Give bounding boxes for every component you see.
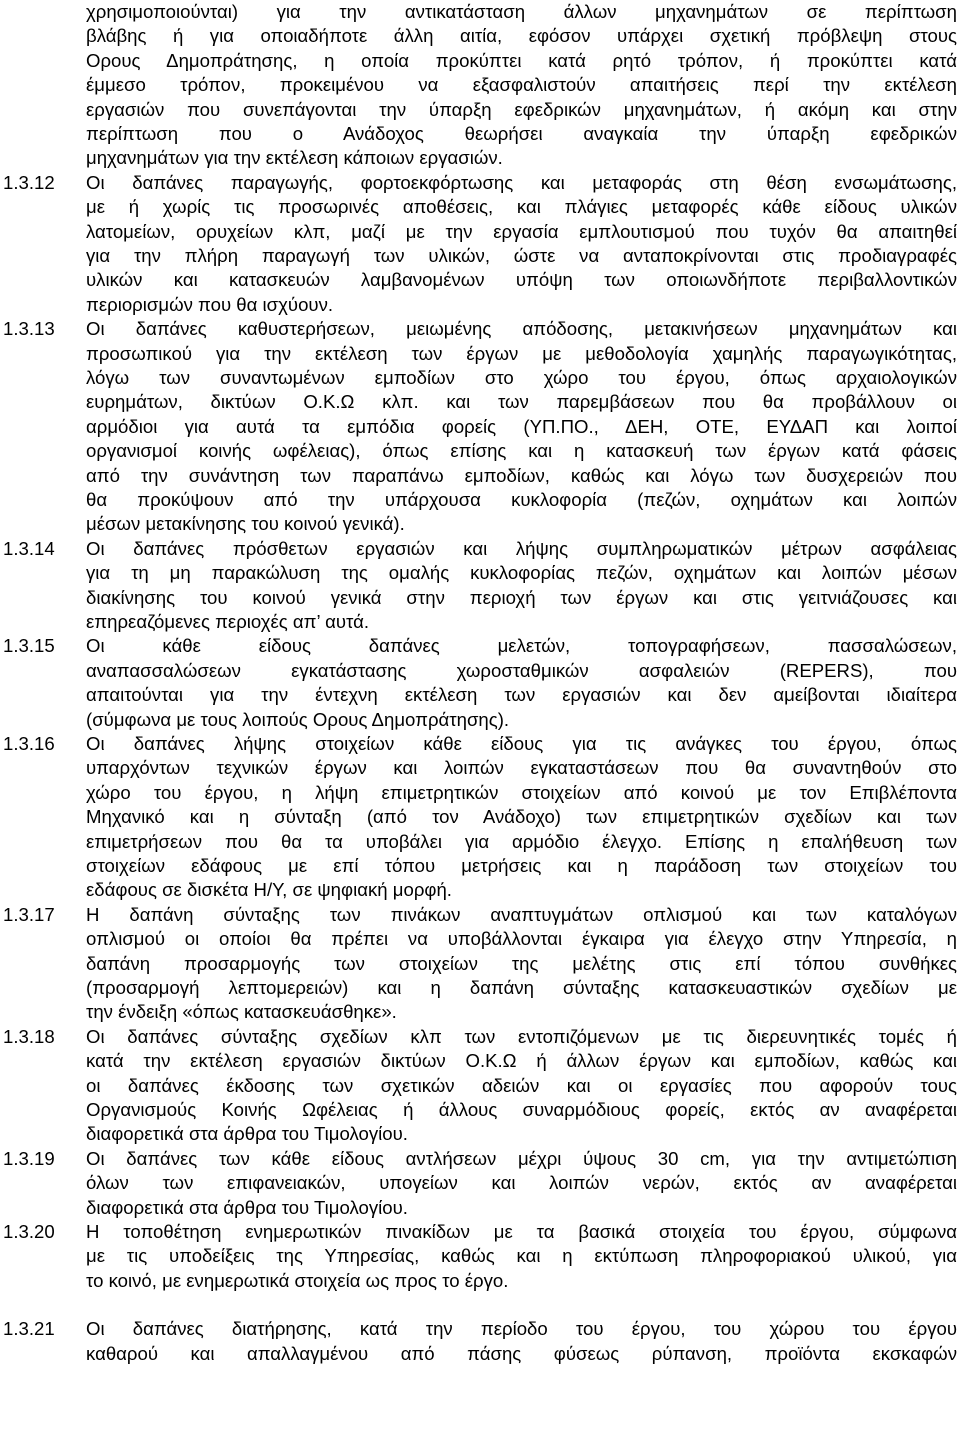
clause-number: 1.3.14 [3, 537, 55, 559]
clause-number: 1.3.16 [3, 733, 55, 754]
text-line: Οι δαπάνες καθυστερήσεων, μειωμένης απόδοσης, μετακινήσεων μηχανημάτων και [86, 318, 957, 340]
clause-1-3-14 [0, 537, 960, 635]
text-line: Οι κάθε είδους δαπάνες μελετών, τοπογραφήσεων, πασσαλώσεων, [86, 635, 957, 657]
text-line: Μηχανικό και η σύνταξη (από τον Ανάδοχο) των επιμετρητικών σχεδίων και των [86, 806, 957, 828]
text-line: Οι δαπάνες των κάθε είδους αντλήσεων μέχρι ύψους 30 cm, για την αντιμετώπιση [86, 1147, 957, 1169]
text-line: Οργανισμούς Κοινής Ωφέλειας ή άλλους συναρμόδιους φορείς, εκτός αν αναφέρεται [86, 1098, 957, 1120]
text-line: Οι δαπάνες διατήρησης, κατά την περίοδο του έργου, του χώρου του έργου [86, 1318, 957, 1340]
text-line: για τη μη παρακώλυση της ομαλής κυκλοφορίας πεζών, οχημάτων και λοιπών μέσων [86, 562, 957, 584]
text-line: ευρημάτων, δικτύων Ο.Κ.Ω κλπ. και των παρεμβάσεων που θα προβάλλουν οι [86, 391, 957, 413]
text-line: το κοινό, με ενημερωτικά στοιχεία ως προς το έργο. [86, 1269, 509, 1291]
text-line: απαιτούνται για την έντεχνη εκτέλεση των εργασιών και δεν αμείβονται ιδιαίτερα [86, 684, 957, 706]
text-line: κατά την εκτέλεση εργασιών δικτύων Ο.Κ.Ω ή άλλων έργων και εμποδίων, καθώς και [86, 1050, 957, 1072]
clause-number: 1.3.18 [3, 1025, 55, 1047]
clause-number: 1.3.17 [3, 903, 55, 925]
text-line: (προσαρμογή λεπτομερειών) και η δαπάνη σύνταξης κατασκευαστικών σχεδίων με [86, 976, 957, 998]
clause-1-3-15 [0, 634, 960, 732]
clause-1-3-13 [0, 317, 960, 537]
clause-1-3-17 [0, 903, 960, 1025]
text-line: έμμεσο τρόπον, προκειμένου να εξασφαλιστούν απαιτήσεις περί την εκτέλεση [86, 74, 957, 96]
text-line: υλικών και κατασκευών λαμβανομένων υπόψη των οποιωνδήποτε περιβαλλοντικών [86, 269, 957, 291]
text-line: περίπτωση που ο Ανάδοχος θεωρήσει αναγκαία την ύπαρξη εφεδρικών [86, 122, 957, 144]
text-line: με τις υποδείξεις της Υπηρεσίας, καθώς και η εκτύπωση πληροφοριακού υλικού, για [86, 1245, 957, 1267]
text-line: στοιχείων εδάφους με επί τόπου μετρήσεις και η παράδοση των στοιχείων του [86, 854, 957, 876]
clause-1-3-19 [0, 1147, 960, 1220]
text-line: δαπάνη προσαρμογής των στοιχείων της μελέτης στις επί τόπου συνθήκες [86, 952, 957, 974]
text-line: Οι δαπάνες σύνταξης σχεδίων κλπ των εντοπιζόμενων με τις διερευνητικές τομές ή [86, 1025, 957, 1047]
text-line: χρησιμοποιούνται) για την αντικατάσταση άλλων μηχανημάτων σε περίπτωση [86, 1, 957, 22]
text-line: περιορισμών που θα ισχύουν. [86, 293, 334, 315]
text-line: εδάφους σε δισκέτα Η/Υ, σε ψηφιακή μορφή. [86, 879, 452, 901]
text-line: λατομείων, ορυχείων κλπ, μαζί με την εργασία εμπλουτισμού που τυχόν θα απαιτηθεί [86, 220, 957, 242]
text-line: διαφορετικά στα άρθρα του Τιμολογίου. [86, 1123, 408, 1145]
text-line: από την συνάντηση των παραπάνω εμποδίων, καθώς και λόγω των δυσχερειών που [86, 464, 957, 486]
text-line: Οι δαπάνες πρόσθετων εργασιών και λήψης συμπληρωματικών μέτρων ασφάλειας [86, 537, 957, 559]
text-line: χώρο του έργου, η λήψη επιμετρητικών στοιχείων από κοινού με τον Επιβλέποντα [86, 781, 957, 803]
text-line: αναπασσαλώσεων εγκατάστασης χωροσταθμικών ασφαλειών (REPERS), που [86, 659, 957, 681]
text-line: μέσων μετακίνησης του κοινού γενικά). [86, 513, 405, 535]
text-line: Ορους Δημοπράτησης, η οποία προκύπτει κατά ρητό τρόπον, ή προκύπτει κατά [86, 49, 957, 71]
text-line: για την πλήρη παραγωγή των υλικών, ώστε να ανταποκρίνονται στις προδιαγραφές [86, 244, 957, 266]
clause-number: 1.3.19 [3, 1147, 55, 1169]
text-line: Η δαπάνη σύνταξης των πινάκων αναπτυγμάτων οπλισμού και των καταλόγων [86, 903, 957, 925]
text-line: Η τοποθέτηση ενημερωτικών πινακίδων με τα βασικά στοιχεία του έργου, σύμφωνα [86, 1221, 957, 1242]
text-line: οπλισμού οι οποίοι θα πρέπει να υποβάλλονται έγκαιρα για έλεγχο στην Υπηρεσία, η [86, 928, 957, 950]
text-line: καθαρού και απαλλαγμένου από πάσης φύσεως ρύπανση, προϊόντα εκσκαφών [86, 1342, 957, 1364]
text-line: Οι δαπάνες παραγωγής, φορτοεκφόρτωσης και μεταφοράς στη θέση ενσωμάτωσης, [86, 171, 957, 193]
clause-1-3-21 [0, 1317, 960, 1366]
text-line: Οι δαπάνες λήψης στοιχείων κάθε είδους για τις ανάγκες του έργου, όπως [86, 733, 957, 754]
text-line: οι δαπάνες έκδοσης των σχετικών αδειών και οι εργασίες που αφορούν τους [86, 1074, 957, 1096]
text-line: διακίνησης του κοινού γενικά στην περιοχή των έργων και στις γειτνιάζουσες και [86, 586, 957, 608]
text-line: μηχανημάτων για την εκτέλεση κάποιων εργασιών. [86, 147, 503, 169]
text-line: οργανισμοί κοινής ωφέλειας), όπως επίσης και η κατασκευή των έργων κατά φάσεις [86, 440, 957, 462]
text-line: εργασιών που συνεπάγονται την ύπαρξη εφεδρικών μηχανημάτων, ή ακόμη και στην [86, 98, 957, 120]
text-line: αρμόδιοι για αυτά τα εμπόδια φορείς (ΥΠ.ΠΟ., ΔΕΗ, ΟΤΕ, ΕΥΔΑΠ και λοιποί [86, 415, 957, 437]
text-line: με ή χωρίς τις προσωρινές αποθέσεις, και πλάγιες μεταφορές κάθε είδους υλικών [86, 196, 957, 218]
clause-1-3-12 [0, 171, 960, 317]
clause-number: 1.3.15 [3, 635, 55, 657]
clause-number: 1.3.21 [3, 1318, 55, 1340]
text-line: βλάβης ή για οποιαδήποτε άλλη αιτία, εφόσον υπάρχει σχετική πρόβλεψη στους [86, 25, 957, 47]
text-line: (σύμφωνα με τους λοιπούς Ορους Δημοπράτησης). [86, 708, 510, 730]
clause-1-3-20 [0, 1220, 960, 1293]
clause-number: 1.3.12 [3, 171, 55, 193]
clause-number: 1.3.20 [3, 1221, 55, 1242]
text-line: την ένδειξη «όπως κατασκευάσθηκε». [86, 1001, 397, 1023]
text-line: όλων των επιφανειακών, υπογείων και λοιπών νερών, εκτός αν αναφέρεται [86, 1172, 957, 1194]
text-line: υπαρχόντων τεχνικών έργων και λοιπών εγκαταστάσεων που θα συναντηθούν στο [86, 757, 957, 779]
clause-1-3-18 [0, 1025, 960, 1147]
clause-1-3-16 [0, 732, 960, 903]
clause-number: 1.3.13 [3, 318, 55, 340]
text-line: θα προκύψουν από την υπάρχουσα κυκλοφορία (πεζών, οχημάτων και λοιπών [86, 488, 957, 510]
text-line: επιμετρήσεων που θα τα υποβάλει για αρμόδιο έλεγχο. Επίσης η επαλήθευση των [86, 830, 957, 852]
text-line: επηρεαζόμενες περιοχές απ’ αυτά. [86, 610, 370, 632]
text-line: λόγω των συναντωμένων εμποδίων στο χώρο του έργου, όπως αρχαιολογικών [86, 366, 957, 388]
clause-continuation [0, 0, 960, 171]
text-line: προσωπικού για την εκτέλεση των έργων με μεθοδολογία χαμηλής παραγωγικότητας, [86, 342, 957, 364]
text-line: διαφορετικά στα άρθρα του Τιμολογίου. [86, 1196, 408, 1218]
